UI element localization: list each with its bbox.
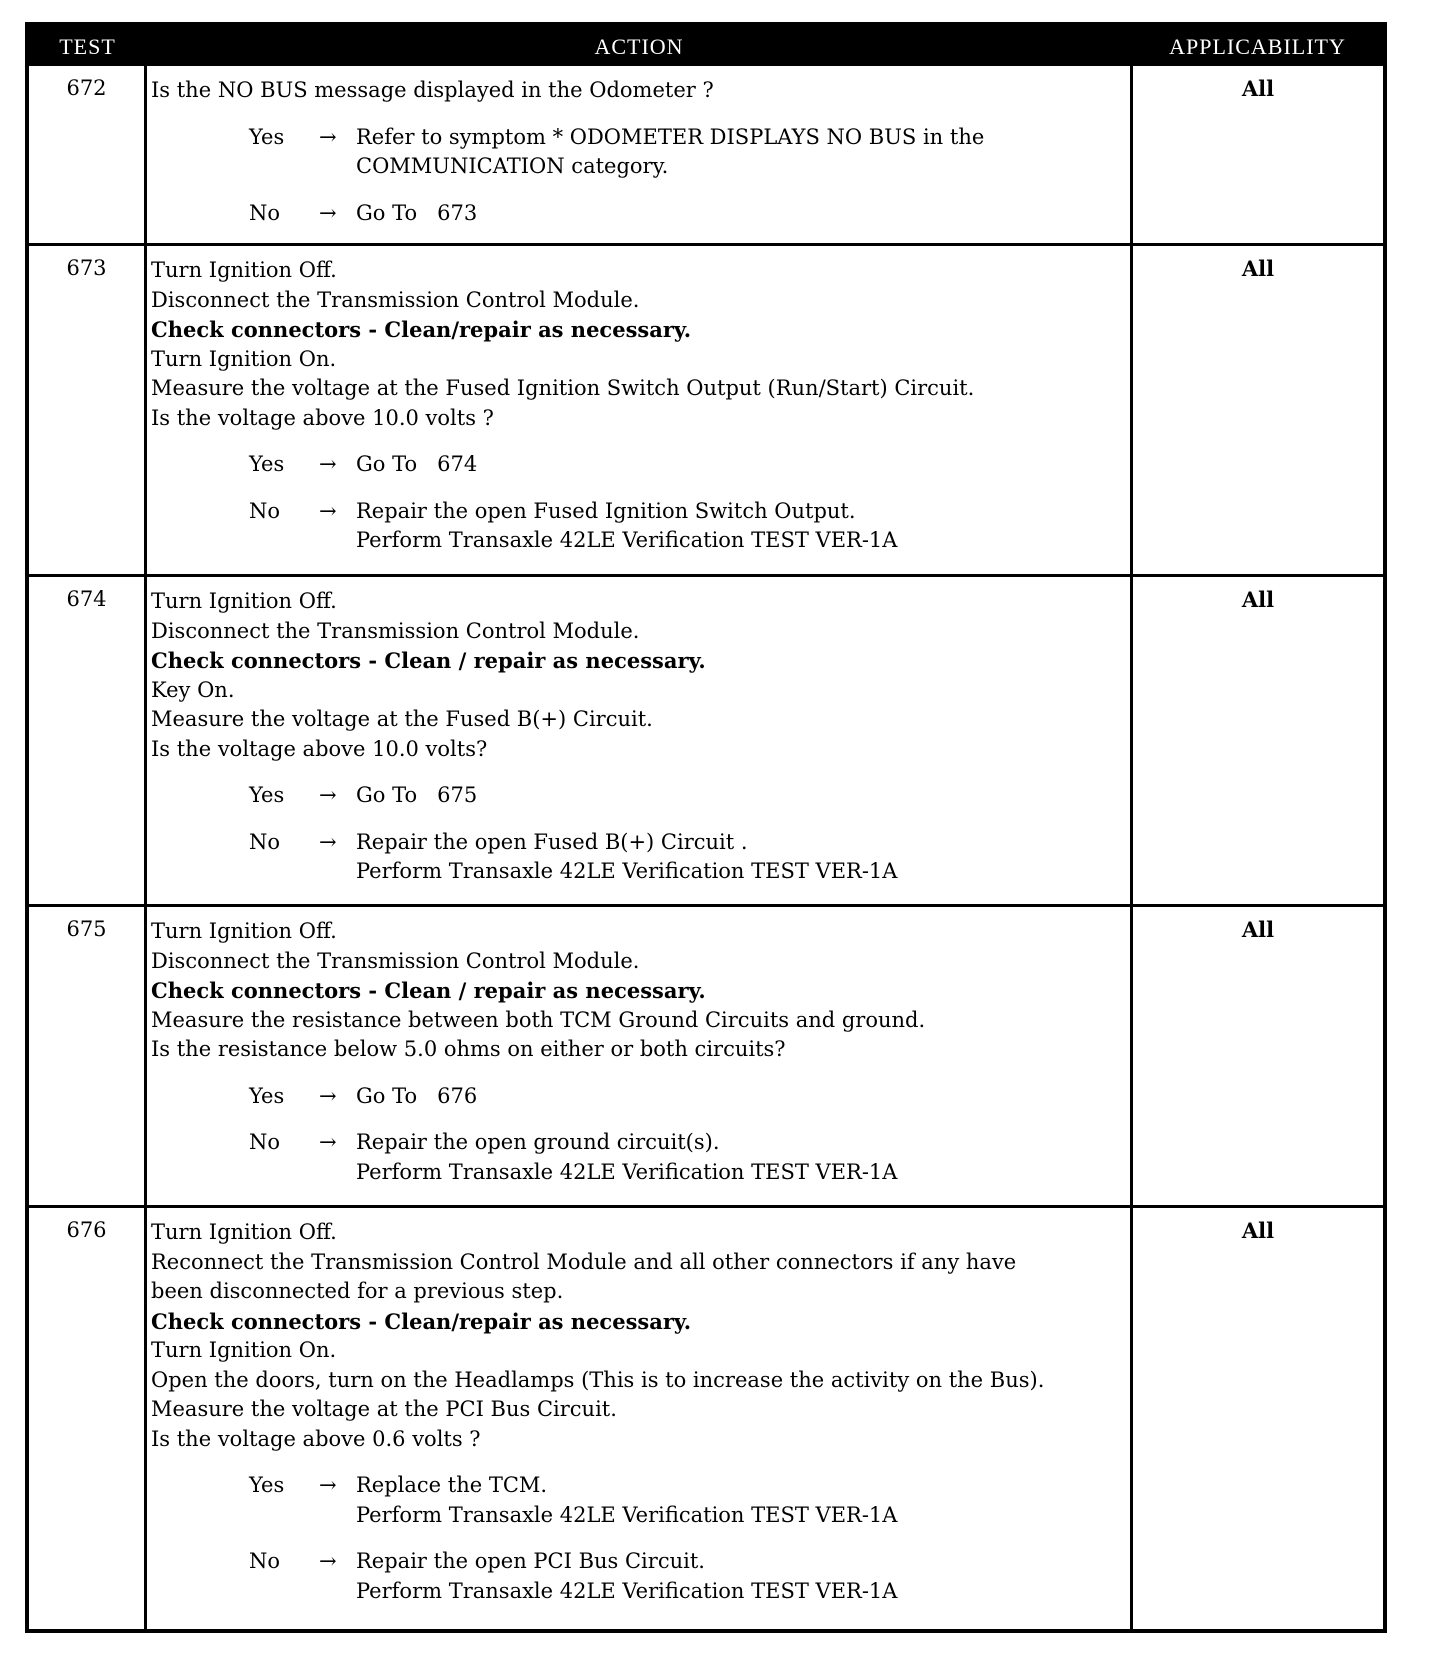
branch-yes-label: Yes [249, 124, 285, 149]
table-row [29, 1205, 1383, 1629]
arrow-right-icon: → [319, 1083, 337, 1108]
branch-result-line: Perform Transaxle 42LE Verification TEST VER-1A [356, 859, 898, 883]
action-step: Measure the voltage at the Fused Ignition Switch Output (Run/Start) Circuit. [151, 376, 975, 400]
action-step: Turn Ignition On. [151, 346, 337, 371]
applicability: All [1241, 917, 1275, 942]
action-step-emphasis: Check connectors - Clean/repair as necessary. [151, 1308, 692, 1334]
arrow-right-icon: → [319, 829, 337, 854]
action-cell [147, 1208, 1133, 1629]
arrow-right-icon: → [319, 452, 337, 476]
branch-yes-result [356, 781, 1122, 811]
branch-yes-result [356, 1082, 1122, 1112]
applicability: All [1241, 587, 1275, 612]
action-step: Disconnect the Transmission Control Module. [151, 618, 640, 643]
action-step: Turn Ignition Off. [151, 1220, 337, 1244]
action-step: Key On. [151, 677, 235, 702]
action-step: Turn Ignition Off. [151, 589, 337, 613]
branch-result-line: Go To 674 [356, 452, 478, 476]
branch-no-result [356, 828, 1122, 887]
action-step: Turn Ignition Off. [151, 258, 337, 282]
branch-result-line: Perform Transaxle 42LE Verification TEST VER-1A [356, 1502, 898, 1527]
branch-no-result [356, 199, 1122, 229]
test-number: 676 [29, 1208, 147, 1629]
action-step: Is the voltage above 10.0 volts? [151, 736, 488, 761]
action-step: Is the voltage above 10.0 volts ? [151, 405, 494, 430]
branch-yes [151, 781, 1122, 811]
branch-yes-result [356, 450, 1122, 480]
action-step-emphasis: Check connectors - Clean / repair as necessary. [151, 978, 706, 1003]
action-cell [147, 246, 1133, 574]
action-step: been disconnected for a previous step. [151, 1279, 564, 1303]
action-step: Is the voltage above 0.6 volts ? [151, 1426, 481, 1451]
header-action: ACTION [594, 34, 684, 59]
action-step: Disconnect the Transmission Control Module. [151, 287, 640, 312]
table-row [29, 243, 1383, 574]
branch-yes [151, 1082, 1122, 1112]
applicability: All [1241, 1218, 1275, 1243]
action-step: Reconnect the Transmission Control Module and all other connectors if any have [151, 1249, 1017, 1274]
branch-result-line: Go To 675 [356, 783, 478, 807]
action-cell [147, 577, 1133, 904]
branch-no [151, 828, 1122, 887]
branch-result-line: Replace the TCM. [356, 1473, 548, 1497]
branch-result-line: Perform Transaxle 42LE Verification TEST VER-1A [356, 1159, 898, 1184]
arrow-right-icon: → [319, 498, 337, 523]
action-step-emphasis: Check connectors - Clean / repair as necessary. [151, 648, 706, 673]
branch-yes-label: Yes [249, 452, 285, 476]
branch-yes-label: Yes [249, 783, 285, 807]
branch-result-line: Perform Transaxle 42LE Verification TEST VER-1A [356, 1578, 898, 1603]
arrow-right-icon: → [319, 1473, 337, 1497]
branch-no-result [356, 1128, 1122, 1187]
branch-result-line: COMMUNICATION category. [356, 154, 669, 178]
action-step: Disconnect the Transmission Control Module. [151, 948, 640, 973]
applicability: All [1241, 256, 1275, 281]
test-number: 674 [29, 577, 147, 904]
diagnostic-test-table [25, 22, 1387, 1633]
arrow-right-icon: → [319, 124, 337, 149]
branch-result-line: Go To 676 [356, 1083, 478, 1108]
test-number: 672 [29, 66, 147, 243]
branch-yes [151, 123, 1122, 182]
table-row [29, 574, 1383, 904]
branch-result-line: Repair the open ground circuit(s). [356, 1130, 720, 1154]
arrow-right-icon: → [319, 783, 337, 807]
branch-result-line: Repair the open Fused B(+) Circuit . [356, 829, 748, 854]
action-step: Turn Ignition Off. [151, 919, 337, 943]
branch-yes [151, 1471, 1122, 1530]
table-header [29, 26, 1383, 66]
branch-yes-label: Yes [249, 1083, 285, 1108]
branch-no-label: No [249, 200, 281, 225]
branch-yes-result [356, 1471, 1122, 1530]
action-step: Measure the voltage at the Fused B(+) Circuit. [151, 707, 653, 731]
branch-result-line: Refer to symptom * ODOMETER DISPLAYS NO BUS in the [356, 124, 985, 149]
action-step: Turn Ignition On. [151, 1338, 337, 1362]
table-row [29, 66, 1383, 243]
arrow-right-icon: → [319, 1549, 337, 1573]
action-cell [147, 66, 1133, 243]
branch-no-label: No [249, 1549, 281, 1573]
action-cell [147, 907, 1133, 1205]
action-step-emphasis: Check connectors - Clean/repair as necessary. [151, 317, 692, 342]
action-step: Is the NO BUS message displayed in the Odometer ? [151, 78, 714, 102]
applicability: All [1241, 76, 1275, 101]
header-applicability: APPLICABILITY [1169, 34, 1346, 59]
branch-no-label: No [249, 829, 281, 854]
arrow-right-icon: → [319, 200, 337, 225]
branch-yes [151, 450, 1122, 480]
branch-no-label: No [249, 498, 281, 523]
header-test: TEST [59, 34, 116, 59]
branch-no-result [356, 1547, 1122, 1606]
branch-yes-result [356, 123, 1122, 182]
branch-result-line: Go To 673 [356, 200, 478, 225]
branch-result-line: Perform Transaxle 42LE Verification TEST VER-1A [356, 528, 898, 552]
arrow-right-icon: → [319, 1130, 337, 1154]
branch-no-label: No [249, 1130, 281, 1154]
branch-no [151, 497, 1122, 556]
branch-no [151, 1547, 1122, 1606]
table-row [29, 904, 1383, 1205]
branch-no [151, 199, 1122, 229]
branch-yes-label: Yes [249, 1473, 285, 1497]
action-step: Open the doors, turn on the Headlamps (This is to increase the activity on the Bus). [151, 1367, 1045, 1392]
branch-result-line: Repair the open PCI Bus Circuit. [356, 1549, 705, 1573]
test-number: 673 [29, 246, 147, 574]
action-step: Measure the resistance between both TCM Ground Circuits and ground. [151, 1007, 926, 1032]
branch-no-result [356, 497, 1122, 556]
action-step: Is the resistance below 5.0 ohms on either or both circuits? [151, 1037, 786, 1061]
branch-result-line: Repair the open Fused Ignition Switch Output. [356, 498, 856, 523]
test-number: 675 [29, 907, 147, 1205]
branch-no [151, 1128, 1122, 1187]
action-step: Measure the voltage at the PCI Bus Circuit. [151, 1397, 617, 1421]
